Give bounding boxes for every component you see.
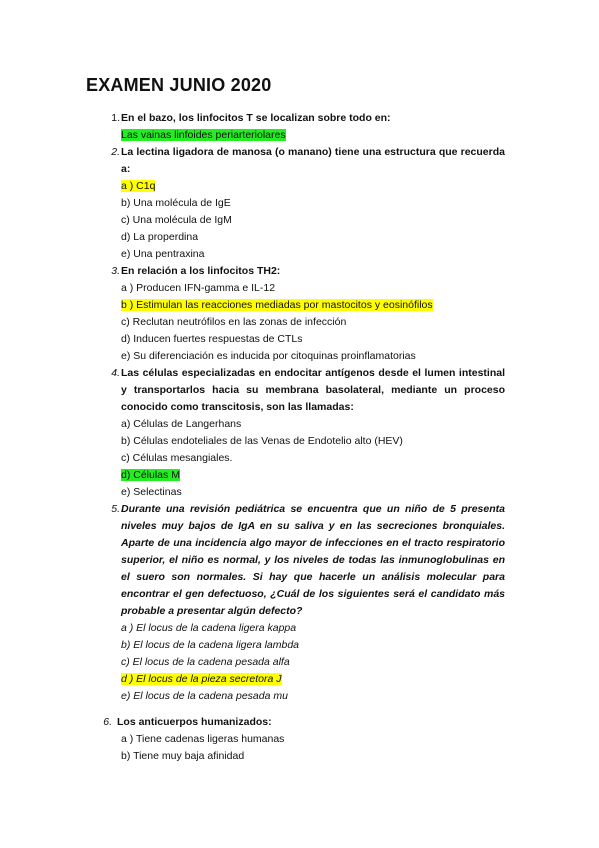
question-text: Las células especializadas en endocitar antígenos desde el lumen intestinal y transportarlos hacia su membrana basolateral, mediante un proceso conocido como transcitosis, son las llamadas: bbox=[121, 367, 505, 413]
question-number: 3. bbox=[111, 265, 120, 277]
answer-option: e) Una pentraxina bbox=[121, 248, 205, 260]
question-number: 4. bbox=[111, 367, 120, 379]
question-number: 6. bbox=[103, 716, 112, 728]
highlighted-answer: a ) C1q bbox=[121, 180, 156, 192]
answer-option: e) El locus de la cadena pesada mu bbox=[121, 690, 288, 702]
highlighted-answer: d ) El locus de la pieza secretora J bbox=[121, 673, 282, 685]
answer-option: d) Inducen fuertes respuestas de CTLs bbox=[121, 333, 303, 345]
highlighted-answer: b ) Estimulan las reacciones mediadas por mastocitos y eosinófilos bbox=[121, 299, 433, 311]
page-title: EXAMEN JUNIO 2020 bbox=[86, 75, 272, 95]
answer-option: c) El locus de la cadena pesada alfa bbox=[121, 656, 290, 668]
question-number: 5. bbox=[111, 503, 120, 515]
answer-option bbox=[121, 127, 286, 144]
answer-option: b) Una molécula de IgE bbox=[121, 197, 231, 209]
answer-option: b) El locus de la cadena ligera lambda bbox=[121, 639, 300, 651]
answer-option: e) Selectinas bbox=[121, 486, 182, 498]
question-text: En relación a los linfocitos TH2: bbox=[121, 265, 281, 277]
answer-option: b) Células endoteliales de las Venas de Endotelio alto (HEV) bbox=[121, 435, 403, 447]
question-number: 2. bbox=[111, 146, 120, 158]
answer-option: b) Tiene muy baja afinidad bbox=[121, 750, 245, 762]
answer-option bbox=[121, 178, 155, 195]
answer-option: d) La properdina bbox=[121, 231, 199, 243]
question-number: 1. bbox=[111, 112, 120, 124]
question-text: Los anticuerpos humanizados: bbox=[117, 716, 272, 728]
answer-option: c) Células mesangiales. bbox=[121, 452, 233, 464]
question-text: La lectina ligadora de manosa (o manano) tiene una estructura que recuerda a: bbox=[121, 146, 505, 175]
question-text: En el bazo, los linfocitos T se localizan sobre todo en: bbox=[121, 112, 391, 124]
answer-option: e) Su diferenciación es inducida por citoquinas proinflamatorias bbox=[121, 350, 416, 362]
answer-option: a) Células de Langerhans bbox=[121, 418, 242, 430]
answer-option: c) Una molécula de IgM bbox=[121, 214, 232, 226]
answer-option bbox=[121, 671, 282, 688]
answer-option: a ) Tiene cadenas ligeras humanas bbox=[121, 733, 285, 745]
answer-option bbox=[121, 467, 180, 484]
answer-option: c) Reclutan neutrófilos en las zonas de infección bbox=[121, 316, 347, 328]
highlighted-answer: d) Células M bbox=[121, 469, 180, 481]
highlighted-answer: Las vainas linfoides periarteriolares bbox=[121, 129, 286, 141]
answer-option bbox=[121, 297, 433, 314]
question-text: Durante una revisión pediátrica se encuentra que un niño de 5 presenta niveles muy bajos de IgA en su saliva y en las secreciones bronquiales. Aparte de una incidencia algo mayor de infecciones en el tracto respiratorio superior, el niño es normal, y los niveles de todas las inmunoglobulinas en el suero son normales. Si hay que hacerle un análisis molecular para encontrar el gen defectuoso, ¿Cuál de los siguientes será el candidato más probable a presentar algún defecto? bbox=[121, 503, 505, 617]
answer-option: a ) Producen IFN-gamma e IL-12 bbox=[121, 282, 276, 294]
answer-option: a ) El locus de la cadena ligera kappa bbox=[121, 622, 297, 634]
